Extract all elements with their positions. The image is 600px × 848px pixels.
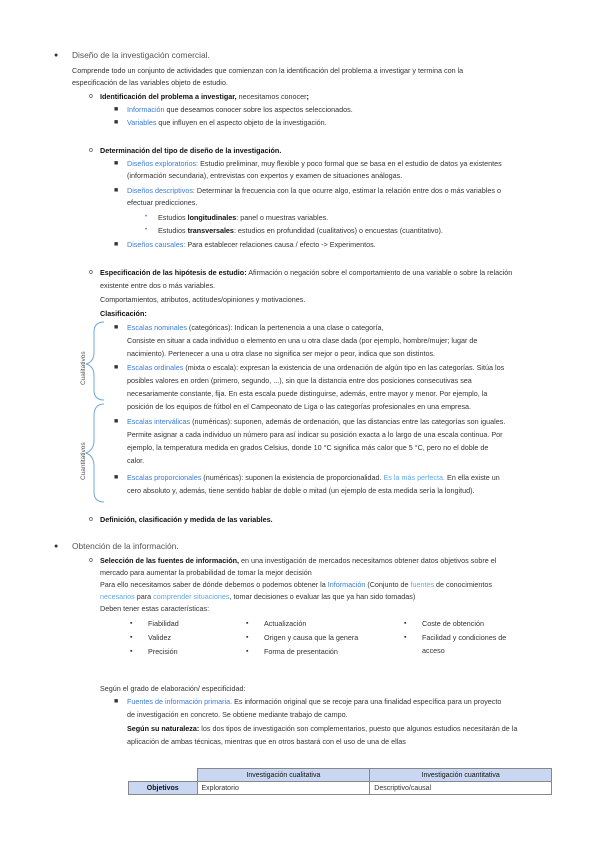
paragraph-line: de investigación en concreto. Se obtiene mediante trabajo de campo. — [127, 710, 348, 719]
paragraph-line: (información secundaria), entrevistas con expertos y examen de situaciones análogas. — [127, 171, 403, 180]
paragraph-line: aplicación de ambas técnicas, mientras que en otros bastará con el uso de una de ellas — [127, 737, 406, 746]
paragraph-line: cero absoluto y, además, tiene sentido hablar de doble o mitad (un ejemplo de esta medida sería la longitud). — [127, 486, 475, 495]
paragraph-line: ejemplo, la temperatura medida en grados Celsius, donde 10 °C significa más calor que 5 °C, pero no el doble de — [127, 443, 489, 452]
characteristic-item: acceso — [422, 646, 445, 655]
tipo-heading: Determinación del tipo de diseño de la investigación. — [100, 146, 282, 155]
characteristic-item: Facilidad y condiciones de — [422, 633, 507, 642]
bullet-square: ■ — [114, 106, 119, 113]
paragraph-line: Según el grado de elaboración/ especificidad: — [100, 684, 246, 693]
table-row — [129, 769, 552, 782]
list-item: Variables que influyen en el aspecto objeto de la investigación. — [127, 118, 327, 127]
list-item: Diseños exploratorios: Estudio preliminar, muy flexible y poco formal que se basa en el estudio de datos ya existentes — [127, 159, 502, 168]
characteristic-item: Coste de obtención — [422, 619, 484, 628]
section-title-diseno: Diseño de la investigación comercial. — [72, 50, 210, 60]
bullet-square: ■ — [114, 119, 119, 126]
bullet-square: ■ — [114, 187, 119, 194]
bullet-small: • — [145, 214, 148, 220]
list-item: Escalas proporcionales (numéricas): suponen la existencia de proporcionalidad. Es la más perfecta. En ella existe un — [127, 473, 500, 482]
paragraph-line: mercado para aumentar la probabilidad de tomar la mejor decisión — [100, 568, 312, 577]
brace-graphic — [84, 320, 108, 510]
list-item: Información que deseamos conocer sobre los aspectos seleccionados. — [127, 105, 353, 114]
table-cell: Descriptivo/causal — [370, 782, 552, 795]
bullet-square: ▪ — [246, 634, 249, 641]
characteristic-item: Validez — [148, 633, 172, 642]
list-item: Fuentes de información primaria. Es información original que se recoje para una finalidad específica para un proyecto — [127, 697, 502, 706]
paragraph-line: Según su naturaleza: los dos tipos de investigación son complementarios, puesto que algunos estudios necesitarán de la — [127, 724, 518, 733]
def-heading: Definición, clasificación y medida de las variables. — [100, 515, 273, 524]
list-item: Estudios transversales: estudios en profundidad (cualitativos) o encuestas (cuantitativo). — [158, 226, 443, 235]
table-row-label: Objetivos — [129, 782, 198, 795]
paragraph-line: especificación de las variables objeto de estudio. — [72, 78, 228, 87]
bullet-square: ▪ — [130, 648, 133, 655]
section-title-obtencion: Obtención de la información. — [72, 541, 179, 551]
bullet-dot: ● — [54, 543, 59, 550]
list-item: Diseños descriptivos: Determinar la frecuencia con la que ocurre algo, estimar la relación entre dos o más variables o — [127, 186, 501, 195]
paragraph-line: Consiste en situar a cada individuo o elemento en una u otra clase dada (por ejemplo, hombre/mujer; lugar de — [127, 336, 478, 345]
paragraph-line: nacimiento). Pertenecer a una u otra clase no significa ser mejor o peor, indica que son distintos. — [127, 349, 436, 358]
cuantitativos-label: Cuantitativos — [80, 442, 87, 480]
ident-line: Identificación del problema a investigar, necesitamos conocer; — [100, 92, 309, 101]
bullet-square: ▪ — [246, 648, 249, 655]
list-item: Escalas ordinales (mixta o escala): expresan la existencia de una ordenación de algún tipo en las categorías. Sitúa los — [127, 363, 505, 372]
bullet-square: ▪ — [130, 634, 133, 641]
table-header: Investigación cuantitativa — [370, 769, 552, 782]
hip-line: Especificación de las hipótesis de estudio: Afirmación o negación sobre el comportamiento de una variable o sobre la relación — [100, 268, 513, 277]
bullet-square: ■ — [114, 160, 119, 167]
paragraph-line: efectuar predicciones. — [127, 198, 198, 207]
list-item: Escalas interválicas (numéricas): suponen, además de ordenación, que las distancias entre las categorías son iguales. — [127, 417, 506, 426]
paragraph-line: calor. — [127, 456, 145, 465]
paragraph-line: necesarios para comprender situaciones, tomar decisiones o evaluar las que ya han sido tomadas) — [100, 592, 416, 601]
list-item: Escalas nominales (categóricas): Indican la pertenencia a una clase o categoría, — [127, 323, 384, 332]
paragraph-line: Deben tener estas características: — [100, 604, 210, 613]
bullet-circle: o — [89, 269, 93, 276]
bullet-square: ■ — [114, 418, 119, 425]
paragraph-line: Comprende todo un conjunto de actividades que comienzan con la identificación del problema a investigar y termina con la — [72, 66, 464, 75]
bullet-circle: o — [89, 516, 93, 523]
bullet-circle: o — [89, 147, 93, 154]
bullet-square: ■ — [114, 324, 119, 331]
bullet-square: ▪ — [246, 620, 249, 627]
characteristic-item: Actualización — [264, 619, 307, 628]
table-cell-empty — [129, 769, 198, 782]
cualitativos-label: Cualitativos — [80, 351, 87, 385]
bullet-square: ■ — [114, 241, 119, 248]
bullet-circle: o — [89, 557, 93, 564]
characteristic-item: Origen y causa que la genera — [264, 633, 359, 642]
bullet-square: ▪ — [130, 620, 133, 627]
table-header: Investigación cualitativa — [197, 769, 370, 782]
characteristic-item: Forma de presentación — [264, 647, 338, 656]
list-item: Estudios longitudinales: panel o muestras variables. — [158, 213, 329, 222]
clasificacion-label: Clasificación: — [100, 309, 147, 318]
paragraph-line: Comportamientos, atributos, actitudes/opiniones y motivaciones. — [100, 295, 306, 304]
paragraph-line: posición de los equipos de fútbol en el Campeonato de Liga o las categorías profesionales en una empresa. — [127, 402, 472, 411]
paragraph-line: existente entre dos o más variables. — [100, 281, 216, 290]
bullet-square: ■ — [114, 474, 119, 481]
paragraph-line: Para ello necesitamos saber de dónde debemos o podemos obtener la Información (Conjunto de fuentes de conocimientos — [100, 580, 492, 589]
bullet-circle: o — [89, 93, 93, 100]
sel-line: Selección de las fuentes de información, en una investigación de mercados necesitamos obtener datos objetivos sobre el — [100, 556, 497, 565]
paragraph-line: Permite asignar a cada individuo un número para así indicar su posición exacta a lo largo de una escala continua. Por — [127, 430, 503, 439]
bullet-square: ▪ — [404, 634, 407, 641]
characteristic-item: Fiabilidad — [148, 619, 179, 628]
list-item: Diseños causales: Para establecer relaciones causa / efecto -> Experimentos. — [127, 240, 376, 249]
table-row — [129, 782, 552, 795]
bullet-small: • — [145, 227, 148, 233]
paragraph-line: posibles valores en orden (primero, segundo, ...), sin que la distancia entre dos posiciones consecutivas sea — [127, 376, 472, 385]
bullet-square: ▪ — [404, 620, 407, 627]
bullet-dot: ● — [54, 52, 59, 59]
table-cell: Exploratorio — [197, 782, 370, 795]
comparison-table — [128, 768, 552, 795]
bullet-square: ■ — [114, 364, 119, 371]
bullet-square: ■ — [114, 698, 119, 705]
paragraph-line: necesariamente constante, fija. En esta escala puede distinguirse, además, entre mayor y menor. Por ejemplo, la — [127, 389, 488, 398]
characteristic-item: Precisión — [148, 647, 178, 656]
